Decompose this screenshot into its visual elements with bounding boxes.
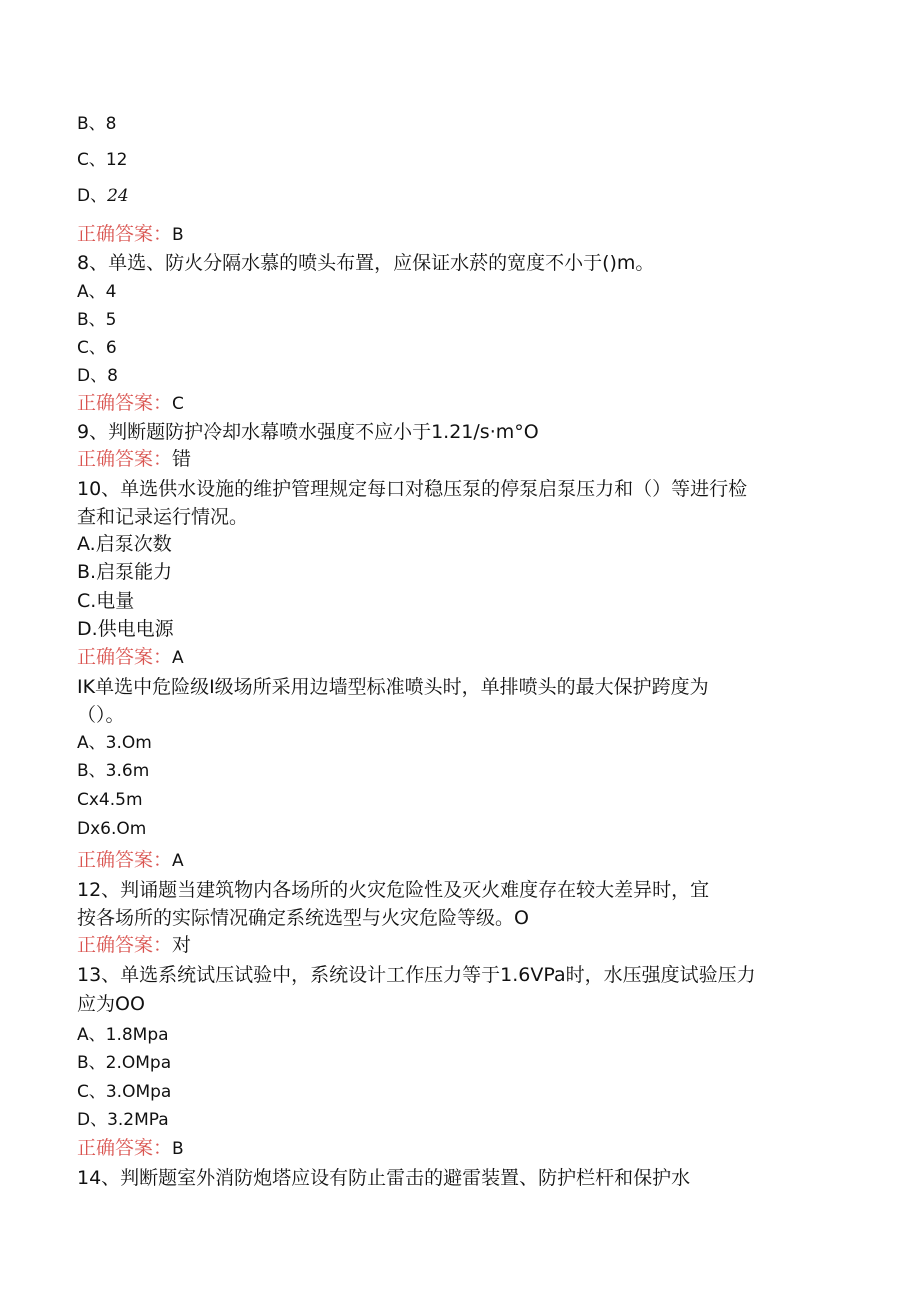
q8-option-d: D、8: [77, 366, 118, 386]
q13-answer: [77, 1136, 184, 1161]
q11-answer: [77, 848, 184, 873]
answer-value: B: [172, 1139, 184, 1159]
answer-label: 正确答案：: [77, 1137, 173, 1159]
q13-option-b: B、2.OMpa: [77, 1053, 172, 1073]
q13-option-c: C、3.OMpa: [77, 1082, 172, 1102]
q7-answer: [77, 222, 184, 247]
q7-option-b: B、8: [77, 114, 117, 134]
q7-option-d-value: 24: [107, 186, 129, 206]
answer-value: B: [172, 225, 184, 245]
q13-question-line2: 应为OO: [77, 993, 145, 1015]
answer-value: 对: [172, 934, 192, 956]
q10-option-a: A.启泵次数: [77, 533, 172, 555]
q12-question-line1: 12、判诵题当建筑物内各场所的火灾危险性及灭火难度存在较大差异时，宜: [77, 879, 710, 901]
q11-option-d: Dx6.Om: [77, 819, 147, 839]
q14-question-line1: 14、判断题室外消防炮塔应设有防止雷击的避雷装置、防护栏杆和保护水: [77, 1167, 691, 1189]
answer-value: A: [172, 648, 184, 668]
answer-label: 正确答案：: [77, 448, 173, 470]
q10-question-line1: 10、单选供水设施的维护管理规定每口对稳压泵的停泵启泵压力和（）等进行检: [77, 478, 748, 500]
q8-option-a: A、4: [77, 282, 117, 302]
q8-option-c: C、6: [77, 338, 117, 358]
q8-option-b: B、5: [77, 310, 117, 330]
q13-option-d: D、3.2MPa: [77, 1110, 169, 1130]
answer-value: 错: [172, 448, 192, 470]
answer-label: 正确答案：: [77, 849, 173, 871]
q13-question-line1: 13、单选系统试压试验中，系统设计工作压力等于1.6VPa时，水压强度试验压力: [77, 964, 756, 986]
q10-option-b: B.启泵能力: [77, 561, 173, 583]
q9-answer: [77, 447, 191, 472]
q9-question: 9、判断题防护冷却水幕喷水强度不应小于1.21∕s·m°O: [77, 421, 539, 443]
q7-option-c: C、12: [77, 150, 128, 170]
q12-question-line2: 按各场所的实际情况确定系统选型与火灾危险等级。O: [77, 907, 529, 929]
q10-option-d: D.供电电源: [77, 618, 174, 640]
q13-option-a: A、1.8Mpa: [77, 1025, 169, 1045]
q11-option-a: A、3.Om: [77, 733, 152, 753]
answer-label: 正确答案：: [77, 934, 173, 956]
q11-option-b: B、3.6m: [77, 761, 150, 781]
q7-option-d: D、24: [77, 186, 129, 206]
q11-option-c: Cx4.5m: [77, 790, 143, 810]
answer-label: 正确答案：: [77, 392, 173, 414]
answer-label: 正确答案：: [77, 646, 173, 668]
q8-question: 8、单选、防火分隔水慕的喷头布置，应保证水菸的宽度不小于()m。: [77, 252, 655, 274]
q10-answer: [77, 645, 184, 670]
answer-value: A: [172, 851, 184, 871]
answer-label: 正确答案：: [77, 223, 173, 245]
q10-question-line2: 查和记录运行情况。: [77, 506, 249, 528]
q10-option-c: C.电量: [77, 590, 135, 612]
q11-question-line1: IK单选中危险级I级场所采用边墙型标准喷头时，单排喷头的最大保护跨度为: [77, 676, 709, 698]
q12-answer: [77, 933, 191, 958]
q11-question-line2: （）。: [77, 704, 125, 726]
answer-value: C: [172, 394, 184, 414]
q8-answer: [77, 391, 184, 416]
